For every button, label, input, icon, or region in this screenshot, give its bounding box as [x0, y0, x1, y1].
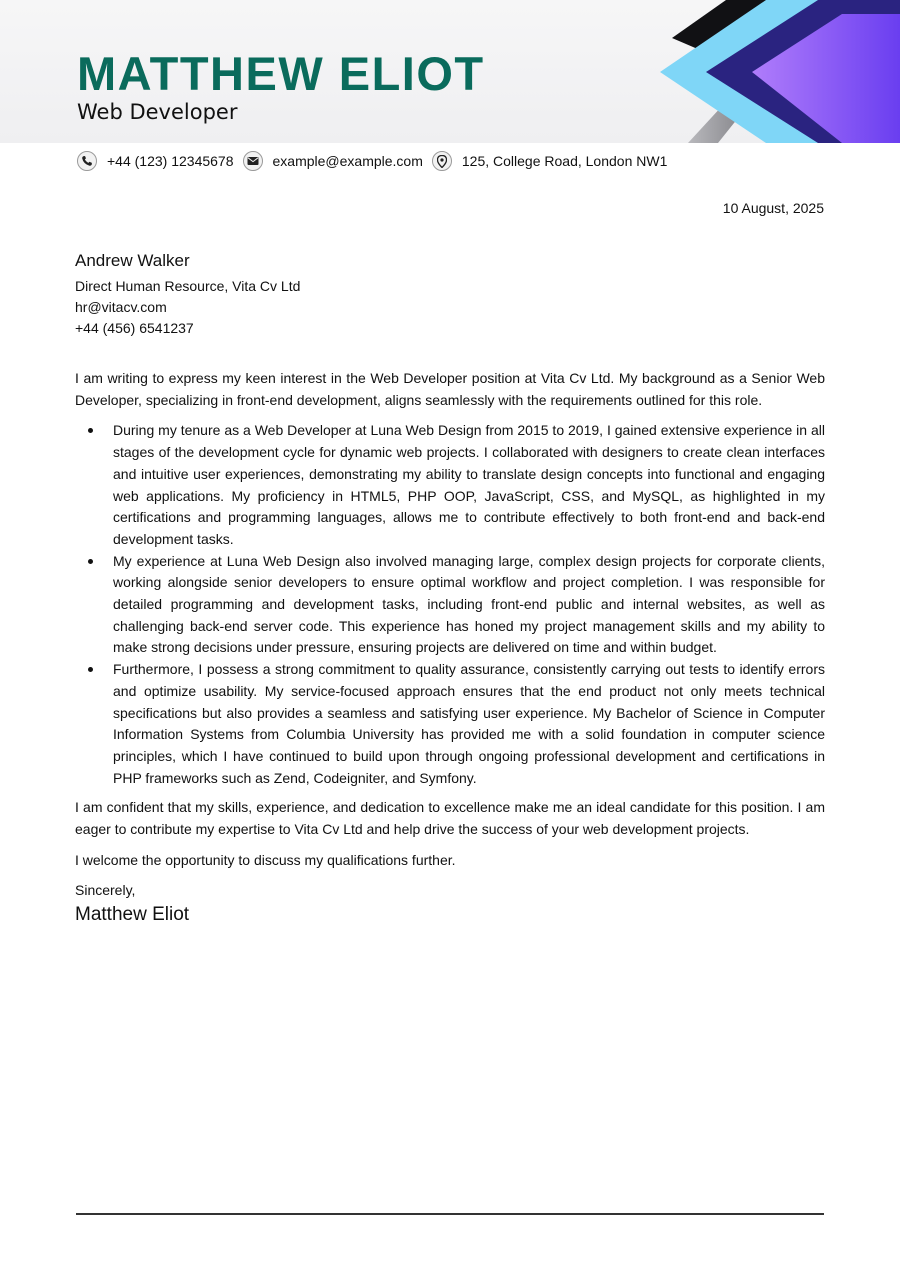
map-pin-icon [432, 151, 452, 171]
applicant-job-title: Web Developer [77, 100, 238, 124]
footer-divider [76, 1213, 824, 1215]
contact-email [243, 151, 432, 171]
signature-name: Matthew Eliot [75, 904, 190, 926]
envelope-icon [243, 151, 263, 171]
contact-phone-text: +44 (123) 12345678 [107, 153, 234, 169]
applicant-name: MATTHEW ELIOT [77, 47, 485, 100]
bullet-item: During my tenure as a Web Developer at Luna Web Design from 2015 to 2019, I gained extensive experience in all stages of the development cycle for dynamic web projects. I collaborated with designers to create clean interfaces and intuitive user experiences, demonstrating my ability to translate design concepts into functional and engaging web applications. My proficiency in HTML5, PHP OOP, JavaScript, CSS, and MySQL, as highlighted in my certifications and programming languages, allows me to contribute effectively to both front-end and back-end development tasks. [113, 420, 825, 550]
letter-date: 10 August, 2025 [722, 200, 824, 216]
letter-body [75, 368, 825, 926]
recipient-position: Direct Human Resource, Vita Cv Ltd [75, 278, 301, 294]
recipient-email: hr@vitacv.com [75, 299, 167, 315]
contact-address-text: 125, College Road, London NW1 [461, 153, 668, 169]
recipient-name: Andrew Walker [75, 251, 190, 270]
bullet-item: My experience at Luna Web Design also involved managing large, complex design projects for corporate clients, working alongside senior developers to ensure optimal workflow and project completion. I was responsible for detailed programming and development tasks, including front-end public and internal websites, as well as challenging back-end server code. This experience has honed my project management skills and my ability to make strong decisions under pressure, ensuring projects are delivered on time and within budget. [113, 551, 825, 660]
intro-paragraph: I am writing to express my keen interest in the Web Developer position at Vita Cv Ltd. My background as a Senior Web Developer, specializing in front-end development, aligns seamlessly with the requirements outlined for this role. [75, 370, 825, 408]
bullet-item: Furthermore, I possess a strong commitment to quality assurance, consistently carrying out tests to identify errors and optimize usability. My service-focused approach ensures that the end product not only meets technical specifications but also provides a seamless and satisfying user experience. My Bachelor of Science in Computer Information Systems from Columbia University has provided me with a solid foundation in computer science principles, which I have continued to build upon through ongoing professional development and certifications in PHP frameworks such as Zend, Codeigniter, and Symfony. [113, 659, 825, 789]
closing-salutation: Sincerely, [75, 882, 136, 899]
recipient-phone: +44 (456) 6541237 [75, 320, 194, 336]
experience-bullet-list [75, 420, 825, 789]
recipient-block [75, 251, 300, 339]
phone-icon [77, 151, 97, 171]
contact-email-text: example@example.com [272, 153, 423, 169]
contact-address [432, 151, 676, 171]
confidence-paragraph: I am confident that my skills, experience, and dedication to excellence make me an ideal candidate for this position. I am eager to contribute my expertise to Vita Cv Ltd and help drive the success of your web development projects. [75, 799, 825, 838]
header-decorative-graphic [640, 0, 900, 143]
contact-phone [77, 151, 243, 171]
contact-info-row [77, 149, 676, 173]
welcome-paragraph: I welcome the opportunity to discuss my qualifications further. [75, 851, 456, 868]
